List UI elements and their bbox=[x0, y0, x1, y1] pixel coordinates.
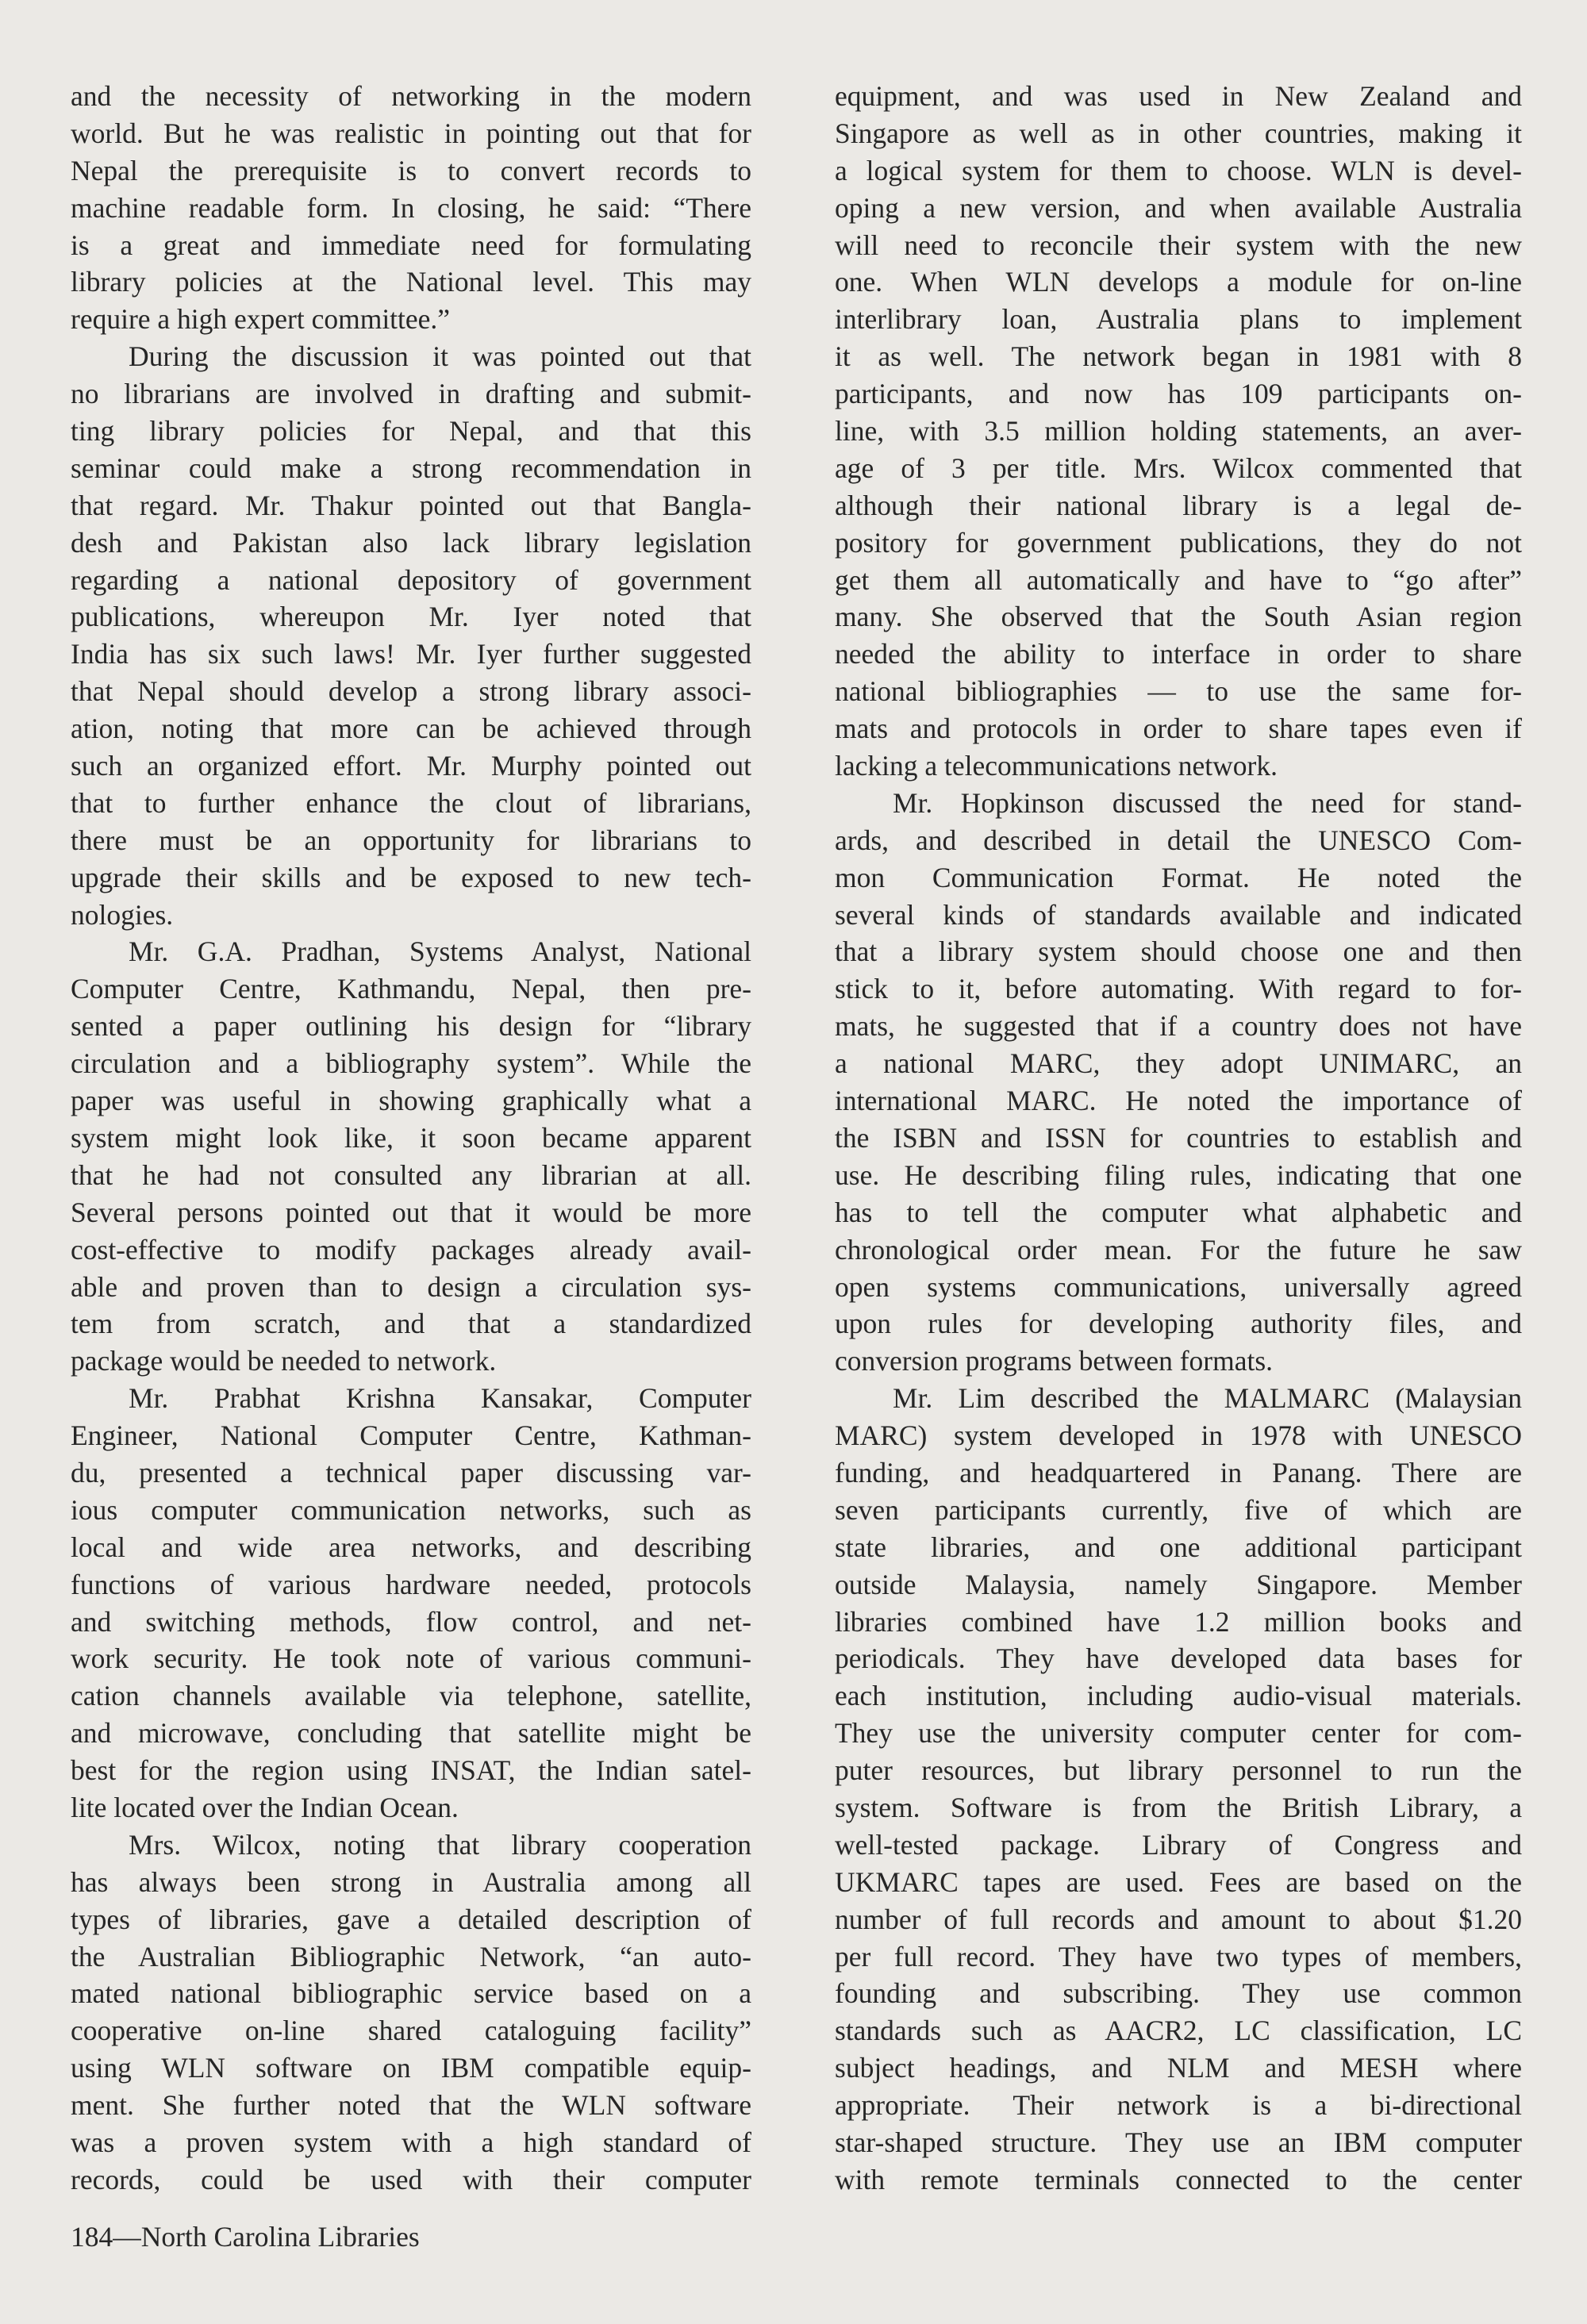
text-line: although their national library is a legal de- bbox=[835, 489, 1522, 521]
text-line: Mr. G.A. Pradhan, Systems Analyst, National bbox=[129, 935, 751, 968]
text-line: has always been strong in Australia among all bbox=[71, 1865, 751, 1898]
text-line: able and proven than to design a circulation sys- bbox=[71, 1270, 751, 1303]
text-line: and switching methods, flow control, and net- bbox=[71, 1605, 751, 1638]
text-line: is a great and immediate need for formulating bbox=[71, 229, 751, 261]
text-line: state libraries, and one additional participant bbox=[835, 1531, 1522, 1563]
left-column bbox=[71, 78, 751, 2199]
text-line: Several persons pointed out that it would be more bbox=[71, 1196, 751, 1228]
text-line: world. But he was realistic in pointing out that for bbox=[71, 117, 751, 149]
text-line: number of full records and amount to about $1.20 bbox=[835, 1903, 1522, 1935]
text-line: records, could be used with their computer bbox=[71, 2163, 751, 2195]
text-line: and the necessity of networking in the modern bbox=[71, 80, 751, 112]
paragraph bbox=[71, 933, 751, 1380]
text-line: ards, and described in detail the UNESCO Com- bbox=[835, 824, 1522, 856]
text-line: require a high expert committee.” bbox=[71, 303, 451, 336]
text-line: per full record. They have two types of members, bbox=[835, 1940, 1522, 1973]
text-line: use. He describing filing rules, indicating that one bbox=[835, 1158, 1522, 1191]
text-line: cooperative on-line shared cataloguing facility” bbox=[71, 2015, 751, 2047]
text-line: Mr. Prabhat Krishna Kansakar, Computer bbox=[129, 1382, 751, 1415]
paragraph bbox=[71, 338, 751, 933]
text-line: interlibrary loan, Australia plans to implement bbox=[835, 303, 1522, 336]
text-line: ation, noting that more can be achieved through bbox=[71, 713, 751, 745]
text-line: nologies. bbox=[71, 898, 174, 931]
text-line: types of libraries, gave a detailed description of bbox=[71, 1903, 751, 1935]
text-line: chronological order mean. For the future he saw bbox=[835, 1233, 1522, 1266]
text-line: desh and Pakistan also lack library legislation bbox=[71, 526, 751, 559]
text-line: star-shaped structure. They use an IBM computer bbox=[835, 2126, 1522, 2158]
text-line: cation channels available via telephone, satellite, bbox=[71, 1680, 751, 1712]
text-line: founding and subscribing. They use common bbox=[835, 1977, 1522, 2010]
text-line: work security. He took note of various communi- bbox=[71, 1642, 751, 1675]
text-line: that regard. Mr. Thakur pointed out that Bangla- bbox=[71, 489, 751, 521]
text-line: publications, whereupon Mr. Iyer noted that bbox=[71, 601, 751, 633]
text-line: They use the university computer center for com- bbox=[835, 1717, 1522, 1750]
text-line: the Australian Bibliographic Network, “an auto- bbox=[71, 1940, 751, 1973]
text-line: needed the ability to interface in order to share bbox=[835, 638, 1522, 670]
paragraph bbox=[71, 1380, 751, 1827]
text-line: that Nepal should develop a strong library associ- bbox=[71, 675, 751, 708]
text-line: paper was useful in showing graphically what a bbox=[71, 1085, 751, 1117]
text-line: seminar could make a strong recommendation in bbox=[71, 451, 751, 484]
text-line: no librarians are involved in drafting and submit- bbox=[71, 378, 751, 410]
text-line: using WLN software on IBM compatible equip- bbox=[71, 2052, 751, 2084]
text-line: mon Communication Format. He noted the bbox=[835, 861, 1522, 893]
text-line: it as well. The network began in 1981 with 8 bbox=[835, 340, 1522, 373]
right-column bbox=[835, 78, 1522, 2199]
text-line: was a proven system with a high standard of bbox=[71, 2126, 751, 2158]
text-line: circulation and a bibliography system”. While the bbox=[71, 1047, 751, 1080]
text-line: such an organized effort. Mr. Murphy pointed out bbox=[71, 750, 751, 782]
text-line: subject headings, and NLM and MESH where bbox=[835, 2052, 1522, 2084]
text-line: Mr. Lim described the MALMARC (Malaysian bbox=[893, 1382, 1522, 1415]
text-line: Mr. Hopkinson discussed the need for stand- bbox=[893, 786, 1522, 819]
text-line: there must be an opportunity for librarians to bbox=[71, 824, 751, 856]
text-line: ious computer communication networks, such as bbox=[71, 1493, 751, 1526]
text-line: standards such as AACR2, LC classification, LC bbox=[835, 2015, 1522, 2047]
text-line: open systems communications, universally agreed bbox=[835, 1270, 1522, 1303]
text-line: libraries combined have 1.2 million books and bbox=[835, 1605, 1522, 1638]
text-line: international MARC. He noted the importance of bbox=[835, 1085, 1522, 1117]
text-line: cost-effective to modify packages already avail- bbox=[71, 1233, 751, 1266]
text-line: ment. She further noted that the WLN software bbox=[71, 2089, 751, 2122]
paragraph bbox=[835, 785, 1522, 1380]
text-line: system. Software is from the British Library, a bbox=[835, 1791, 1522, 1823]
text-line: local and wide area networks, and describing bbox=[71, 1531, 751, 1563]
text-line: Singapore as well as in other countries, making it bbox=[835, 117, 1522, 149]
text-line: best for the region using INSAT, the Indian satel- bbox=[71, 1754, 751, 1787]
text-line: equipment, and was used in New Zealand and bbox=[835, 80, 1522, 112]
text-line: pository for government publications, they do not bbox=[835, 526, 1522, 559]
text-line: machine readable form. In closing, he said: “There bbox=[71, 191, 751, 224]
text-line: that a library system should choose one and then bbox=[835, 935, 1522, 968]
text-line: regarding a national depository of government bbox=[71, 563, 751, 596]
text-line: several kinds of standards available and indicated bbox=[835, 898, 1522, 931]
text-line: tem from scratch, and that a standardized bbox=[71, 1308, 751, 1340]
text-line: will need to reconcile their system with the new bbox=[835, 229, 1522, 261]
text-line: and microwave, concluding that satellite might be bbox=[71, 1717, 751, 1750]
text-line: line, with 3.5 million holding statements, an aver- bbox=[835, 415, 1522, 448]
text-line: Engineer, National Computer Centre, Kathman- bbox=[71, 1419, 751, 1452]
text-line: that he had not consulted any librarian at all. bbox=[71, 1158, 751, 1191]
text-line: age of 3 per title. Mrs. Wilcox commented that bbox=[835, 451, 1522, 484]
paragraph bbox=[71, 78, 751, 338]
paragraph bbox=[71, 1827, 751, 2199]
text-line: functions of various hardware needed, protocols bbox=[71, 1568, 751, 1600]
text-line: national bibliographies — to use the same for- bbox=[835, 675, 1522, 708]
text-line: each institution, including audio-visual materials. bbox=[835, 1680, 1522, 1712]
text-line: many. She observed that the South Asian region bbox=[835, 601, 1522, 633]
text-line: one. When WLN develops a module for on-line bbox=[835, 266, 1522, 298]
text-line: the ISBN and ISSN for countries to establish and bbox=[835, 1121, 1522, 1154]
text-line: outside Malaysia, namely Singapore. Member bbox=[835, 1568, 1522, 1600]
page-footer: 184—North Carolina Libraries bbox=[71, 2221, 420, 2253]
text-line: well-tested package. Library of Congress and bbox=[835, 1828, 1522, 1861]
text-line: puter resources, but library personnel to run the bbox=[835, 1754, 1522, 1787]
paragraph bbox=[835, 78, 1522, 785]
text-line: Nepal the prerequisite is to convert records to bbox=[71, 154, 751, 186]
paragraph bbox=[835, 1380, 1522, 2199]
text-line: mats and protocols in order to share tapes even if bbox=[835, 713, 1522, 745]
text-line: library policies at the National level. This may bbox=[71, 266, 751, 298]
text-line: stick to it, before automating. With regard to for- bbox=[835, 973, 1522, 1005]
text-line: a logical system for them to choose. WLN is devel- bbox=[835, 154, 1522, 186]
text-line: mats, he suggested that if a country does not have bbox=[835, 1010, 1522, 1043]
text-line: with remote terminals connected to the center bbox=[835, 2163, 1522, 2195]
text-line: du, presented a technical paper discussing var- bbox=[71, 1456, 751, 1489]
text-line: package would be needed to network. bbox=[71, 1345, 497, 1377]
text-line: get them all automatically and have to “go after” bbox=[835, 563, 1522, 596]
text-line: UKMARC tapes are used. Fees are based on the bbox=[835, 1865, 1522, 1898]
text-line: India has six such laws! Mr. Iyer further suggested bbox=[71, 638, 751, 670]
text-line: funding, and headquartered in Panang. There are bbox=[835, 1456, 1522, 1489]
text-line: ting library policies for Nepal, and that this bbox=[71, 415, 751, 448]
text-line: periodicals. They have developed data bases for bbox=[835, 1642, 1522, 1675]
text-line: conversion programs between formats. bbox=[835, 1345, 1274, 1377]
text-line: mated national bibliographic service based on a bbox=[71, 1977, 751, 2010]
text-line: During the discussion it was pointed out that bbox=[129, 340, 751, 373]
text-line: lite located over the Indian Ocean. bbox=[71, 1791, 459, 1823]
text-line: appropriate. Their network is a bi-directional bbox=[835, 2089, 1522, 2122]
text-line: has to tell the computer what alphabetic and bbox=[835, 1196, 1522, 1228]
text-line: system might look like, it soon became apparent bbox=[71, 1121, 751, 1154]
text-line: Computer Centre, Kathmandu, Nepal, then pre- bbox=[71, 973, 751, 1005]
text-line: upon rules for developing authority files, and bbox=[835, 1308, 1522, 1340]
text-line: Mrs. Wilcox, noting that library cooperation bbox=[129, 1828, 751, 1861]
text-line: sented a paper outlining his design for “library bbox=[71, 1010, 751, 1043]
text-line: that to further enhance the clout of librarians, bbox=[71, 786, 751, 819]
text-line: seven participants currently, five of which are bbox=[835, 1493, 1522, 1526]
text-line: participants, and now has 109 participants on- bbox=[835, 378, 1522, 410]
text-line: oping a new version, and when available Australia bbox=[835, 191, 1522, 224]
text-line: MARC) system developed in 1978 with UNESCO bbox=[835, 1419, 1522, 1452]
text-line: upgrade their skills and be exposed to new tech- bbox=[71, 861, 751, 893]
text-line: a national MARC, they adopt UNIMARC, an bbox=[835, 1047, 1522, 1080]
text-line: lacking a telecommunications network. bbox=[835, 750, 1278, 782]
